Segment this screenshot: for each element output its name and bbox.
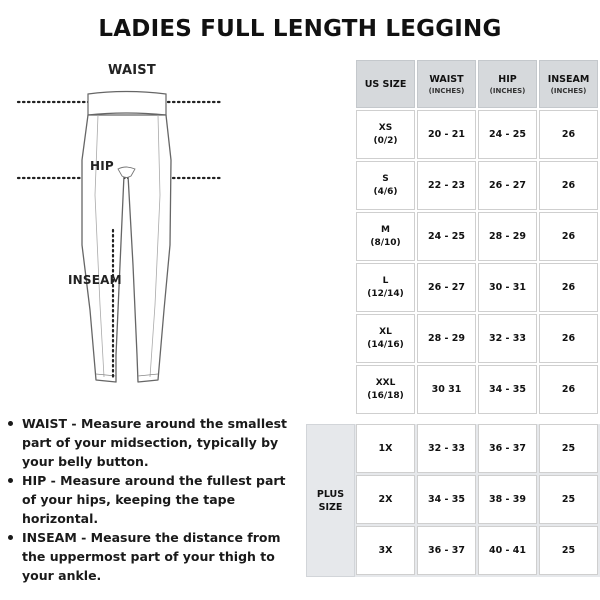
hip-cell: 32 - 33 [478, 314, 537, 363]
page-title: LADIES FULL LENGTH LEGGING [98, 16, 502, 42]
inseam-cell: 26 [539, 212, 598, 261]
legging-illustration [0, 55, 300, 395]
inseam-cell: 26 [539, 110, 598, 159]
table-row: S (4/6) [356, 161, 415, 210]
plus-size-cell: 3X [356, 526, 415, 575]
table-row: XS (0/2) [356, 110, 415, 159]
note-hip: HIP - Measure around the fullest part of your hips, keeping the tape horizontal. [6, 471, 298, 528]
hip-cell: 24 - 25 [478, 110, 537, 159]
waist-cell: 30 31 [417, 365, 476, 414]
hip-cell: 38 - 39 [478, 475, 537, 524]
hip-cell: 40 - 41 [478, 526, 537, 575]
waistband [88, 92, 166, 116]
plus-size-cell: 1X [356, 424, 415, 473]
inseam-cell: 26 [539, 161, 598, 210]
note-waist: WAIST - Measure around the smallest part of your midsection, typically by your belly button. [6, 414, 298, 471]
size-chart-table [306, 0, 600, 600]
inseam-label: INSEAM [68, 273, 122, 287]
waist-cell: 24 - 25 [417, 212, 476, 261]
inseam-cell: 26 [539, 365, 598, 414]
waist-cell: 20 - 21 [417, 110, 476, 159]
inseam-cell: 26 [539, 263, 598, 312]
waist-label: WAIST [108, 63, 156, 78]
note-inseam: INSEAM - Measure the distance from the uppermost part of your thigh to your ankle. [6, 528, 298, 585]
inseam-cell: 26 [539, 314, 598, 363]
header-us-size: US SIZE [356, 60, 415, 108]
inseam-cell: 25 [539, 475, 598, 524]
legging-diagram [0, 55, 300, 395]
inseam-cell: 25 [539, 424, 598, 473]
hip-label: HIP [90, 159, 114, 173]
plus-size-label: PLUS SIZE [306, 424, 355, 577]
table-row: XL (14/16) [356, 314, 415, 363]
hip-cell: 36 - 37 [478, 424, 537, 473]
inseam-cell: 25 [539, 526, 598, 575]
waist-cell: 32 - 33 [417, 424, 476, 473]
waist-cell: 34 - 35 [417, 475, 476, 524]
table-row: L (12/14) [356, 263, 415, 312]
header-inseam: INSEAM (INCHES) [539, 60, 598, 108]
hip-cell: 28 - 29 [478, 212, 537, 261]
hip-cell: 34 - 35 [478, 365, 537, 414]
waist-cell: 36 - 37 [417, 526, 476, 575]
hip-cell: 26 - 27 [478, 161, 537, 210]
hip-cell: 30 - 31 [478, 263, 537, 312]
table-row: M (8/10) [356, 212, 415, 261]
waist-cell: 22 - 23 [417, 161, 476, 210]
waist-cell: 28 - 29 [417, 314, 476, 363]
header-waist: WAIST (INCHES) [417, 60, 476, 108]
waist-cell: 26 - 27 [417, 263, 476, 312]
header-hip: HIP (INCHES) [478, 60, 537, 108]
measurement-notes [6, 414, 298, 585]
plus-size-cell: 2X [356, 475, 415, 524]
table-row: XXL (16/18) [356, 365, 415, 414]
